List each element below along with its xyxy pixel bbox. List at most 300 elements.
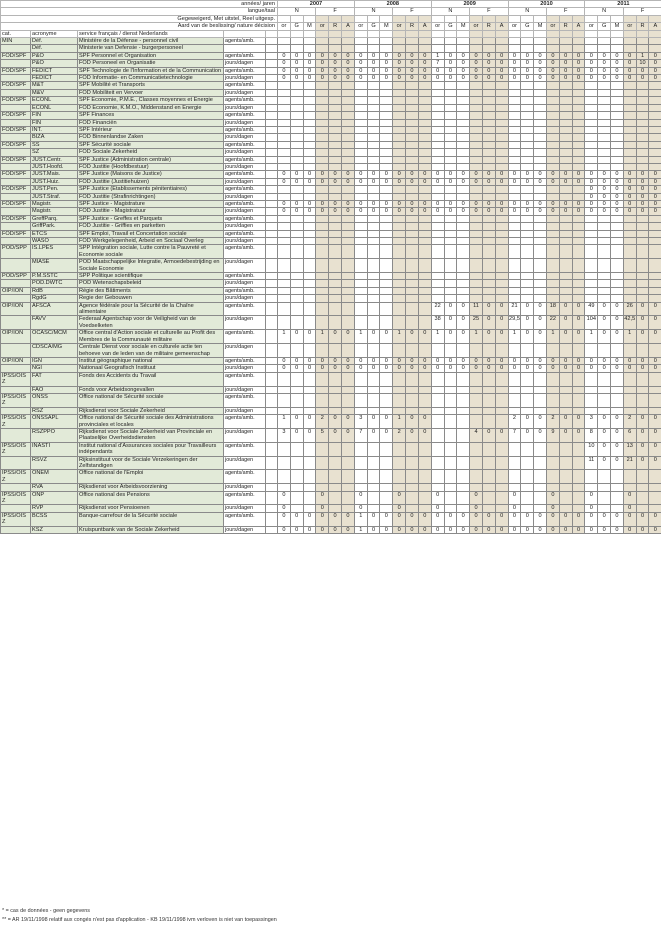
value-cell — [393, 149, 406, 156]
value-cell — [495, 230, 508, 237]
value-cell — [316, 230, 329, 237]
value-cell: 0 — [367, 365, 380, 372]
value-cell — [572, 273, 585, 280]
value-cell — [290, 245, 303, 259]
unit-cell: jours/dagen — [224, 178, 266, 185]
value-cell: 0 — [495, 512, 508, 526]
value-cell — [431, 230, 444, 237]
value-cell — [367, 280, 380, 287]
value-cell: 0 — [406, 75, 419, 82]
value-cell — [367, 393, 380, 407]
blank-cell — [418, 30, 431, 37]
value-cell: 0 — [406, 60, 419, 67]
value-cell — [521, 344, 534, 358]
value-cell: 0 — [278, 526, 291, 533]
value-cell — [278, 149, 291, 156]
value-cell — [303, 89, 316, 96]
header-row — [1, 30, 661, 37]
value-cell — [559, 344, 572, 358]
value-cell: 0 — [470, 75, 483, 82]
value-cell — [611, 245, 624, 259]
value-cell — [406, 134, 419, 141]
value-cell: 0 — [534, 60, 547, 67]
value-cell — [470, 295, 483, 302]
value-cell — [278, 163, 291, 170]
value-cell — [559, 134, 572, 141]
blank-cell — [623, 15, 636, 22]
value-cell — [367, 230, 380, 237]
service-cell: Rijksdienst voor Pensioenen — [78, 505, 224, 512]
flag-cell — [266, 393, 278, 407]
value-cell: 0 — [559, 330, 572, 344]
value-cell: 0 — [572, 357, 585, 364]
value-cell — [482, 259, 495, 273]
value-cell — [431, 126, 444, 133]
value-cell: 0 — [431, 208, 444, 215]
value-cell — [470, 372, 483, 386]
acronym-cell: FAVV — [31, 316, 78, 330]
acronym-cell: SZ — [31, 149, 78, 156]
blank-cell — [457, 30, 470, 37]
value-cell — [611, 230, 624, 237]
value-cell — [418, 238, 431, 245]
value-cell: 0 — [431, 491, 444, 505]
value-cell — [585, 156, 598, 163]
value-cell — [290, 45, 303, 52]
value-cell — [649, 238, 661, 245]
category-cell — [1, 178, 31, 185]
value-cell — [444, 156, 457, 163]
value-cell — [482, 104, 495, 111]
value-cell: 0 — [585, 357, 598, 364]
value-cell — [316, 407, 329, 414]
value-cell — [495, 470, 508, 484]
value-cell: 0 — [611, 302, 624, 316]
value-cell — [278, 393, 291, 407]
value-cell — [342, 119, 355, 126]
value-cell: 0 — [380, 365, 393, 372]
value-cell: 0 — [354, 178, 367, 185]
value-cell: 0 — [290, 60, 303, 67]
flag-cell — [266, 287, 278, 294]
value-cell: 0 — [457, 330, 470, 344]
table-row — [1, 200, 661, 207]
value-cell — [290, 456, 303, 470]
value-cell — [572, 141, 585, 148]
value-cell: 0 — [649, 52, 661, 59]
acronym-cell: GriffPark. — [31, 223, 78, 230]
unit-cell: jours/dagen — [224, 407, 266, 414]
value-cell — [521, 126, 534, 133]
unit-cell: agents/amb. — [224, 357, 266, 364]
flag-cell — [266, 67, 278, 74]
value-cell — [431, 238, 444, 245]
value-cell — [278, 230, 291, 237]
value-cell — [418, 186, 431, 193]
value-cell — [534, 505, 547, 512]
value-cell: 0 — [521, 52, 534, 59]
value-cell — [649, 38, 661, 45]
header-row — [1, 1, 661, 8]
table-row — [1, 215, 661, 222]
value-cell: 0 — [623, 75, 636, 82]
value-cell — [611, 259, 624, 273]
value-cell — [367, 273, 380, 280]
value-cell — [649, 104, 661, 111]
value-cell: 0 — [649, 365, 661, 372]
value-cell — [611, 45, 624, 52]
value-cell — [534, 259, 547, 273]
table-body — [1, 38, 661, 534]
value-cell — [457, 428, 470, 442]
blank-cell — [380, 30, 393, 37]
value-cell — [354, 273, 367, 280]
value-cell — [444, 215, 457, 222]
value-cell: 0 — [367, 512, 380, 526]
value-cell: 1 — [354, 526, 367, 533]
value-cell — [418, 223, 431, 230]
value-cell — [559, 82, 572, 89]
value-cell: 0 — [431, 171, 444, 178]
value-cell — [534, 186, 547, 193]
value-cell — [482, 344, 495, 358]
value-cell: 0 — [457, 75, 470, 82]
value-cell: 0 — [585, 505, 598, 512]
value-cell: 0 — [406, 365, 419, 372]
value-cell — [457, 386, 470, 393]
value-cell: 0 — [521, 316, 534, 330]
value-cell — [521, 193, 534, 200]
value-cell — [290, 484, 303, 491]
value-cell — [572, 442, 585, 456]
value-cell — [380, 141, 393, 148]
value-cell — [354, 393, 367, 407]
value-cell: 0 — [354, 200, 367, 207]
value-cell — [342, 82, 355, 89]
flag-cell — [266, 97, 278, 104]
value-cell: 0 — [598, 415, 611, 429]
service-cell: SPP Politique scientifique — [78, 273, 224, 280]
value-cell: 49 — [585, 302, 598, 316]
value-cell: 1 — [354, 512, 367, 526]
value-cell — [354, 126, 367, 133]
value-cell: 0 — [611, 60, 624, 67]
value-cell: 2 — [546, 415, 559, 429]
unit-cell: jours/dagen — [224, 75, 266, 82]
category-cell: FOD/SPF — [1, 141, 31, 148]
value-cell — [406, 393, 419, 407]
value-cell: 0 — [482, 52, 495, 59]
value-cell: 0 — [406, 357, 419, 364]
value-cell — [431, 280, 444, 287]
value-cell — [278, 484, 291, 491]
flag-cell — [266, 344, 278, 358]
value-cell: 0 — [303, 200, 316, 207]
value-cell — [316, 186, 329, 193]
language-header: N — [278, 8, 316, 15]
value-cell: 0 — [354, 75, 367, 82]
table-row — [1, 505, 661, 512]
value-cell — [649, 273, 661, 280]
value-cell — [303, 259, 316, 273]
value-cell — [482, 193, 495, 200]
value-cell — [585, 287, 598, 294]
blank-cell — [303, 30, 316, 37]
table-row — [1, 393, 661, 407]
value-cell: 5 — [316, 428, 329, 442]
value-cell: 0 — [598, 200, 611, 207]
value-cell — [457, 45, 470, 52]
value-cell — [508, 97, 521, 104]
value-cell — [534, 112, 547, 119]
value-cell — [457, 273, 470, 280]
value-cell: 0 — [482, 365, 495, 372]
value-cell: 0 — [329, 365, 342, 372]
value-cell — [508, 89, 521, 96]
value-cell — [546, 104, 559, 111]
value-cell — [521, 456, 534, 470]
value-cell: 1 — [393, 330, 406, 344]
value-cell — [611, 484, 624, 491]
acronym-cell: BCSS — [31, 512, 78, 526]
flag-cell — [266, 141, 278, 148]
value-cell — [431, 89, 444, 96]
value-cell — [278, 112, 291, 119]
blank-cell — [598, 15, 611, 22]
value-cell — [316, 104, 329, 111]
value-cell — [290, 491, 303, 505]
value-cell — [559, 259, 572, 273]
value-cell — [444, 45, 457, 52]
value-cell — [598, 89, 611, 96]
value-cell: 0 — [329, 67, 342, 74]
blank-cell — [278, 15, 291, 22]
value-cell — [495, 393, 508, 407]
value-cell — [431, 407, 444, 414]
service-cell: Office central d'Action sociale et culturelle au Profit des Membres de la Communauté militaire — [78, 330, 224, 344]
value-cell: 0 — [534, 357, 547, 364]
value-cell — [329, 238, 342, 245]
blank-cell — [316, 15, 329, 22]
value-cell — [495, 259, 508, 273]
value-cell — [303, 407, 316, 414]
value-cell: 0 — [482, 60, 495, 67]
value-cell — [444, 344, 457, 358]
value-cell — [559, 156, 572, 163]
value-cell — [559, 393, 572, 407]
value-cell — [303, 215, 316, 222]
value-cell: 0 — [598, 75, 611, 82]
value-cell: 0 — [380, 330, 393, 344]
value-cell: 0 — [303, 208, 316, 215]
category-cell — [1, 134, 31, 141]
value-cell — [470, 456, 483, 470]
value-cell — [611, 491, 624, 505]
value-cell — [636, 82, 649, 89]
blank-cell — [598, 30, 611, 37]
flag-cell — [266, 330, 278, 344]
value-cell: 0 — [534, 200, 547, 207]
value-cell — [482, 287, 495, 294]
service-cell: Agence fédérale pour la Sécurité de la Chaîne alimentaire — [78, 302, 224, 316]
value-cell — [418, 141, 431, 148]
service-cell: SPF Emploi, Travail et Concertation sociale — [78, 230, 224, 237]
category-cell — [1, 119, 31, 126]
value-cell: 0 — [444, 365, 457, 372]
value-cell — [380, 104, 393, 111]
value-cell — [380, 484, 393, 491]
value-cell: 0 — [534, 75, 547, 82]
value-cell — [393, 287, 406, 294]
category-cell — [1, 295, 31, 302]
value-cell — [393, 45, 406, 52]
value-cell — [649, 505, 661, 512]
value-cell — [534, 230, 547, 237]
value-cell — [316, 156, 329, 163]
value-cell — [342, 38, 355, 45]
value-cell — [329, 215, 342, 222]
value-cell: 0 — [406, 526, 419, 533]
value-cell — [367, 215, 380, 222]
blank-cell — [649, 15, 661, 22]
value-cell — [431, 386, 444, 393]
value-cell: 11 — [585, 456, 598, 470]
value-cell: 0 — [406, 178, 419, 185]
value-cell: 0 — [470, 526, 483, 533]
value-cell — [572, 193, 585, 200]
value-cell: 6 — [623, 428, 636, 442]
unit-cell: agents/amb. — [224, 186, 266, 193]
value-cell: 0 — [406, 330, 419, 344]
code-header: R — [482, 23, 495, 30]
value-cell — [598, 470, 611, 484]
value-cell — [598, 344, 611, 358]
value-cell: 0 — [495, 178, 508, 185]
value-cell — [342, 505, 355, 512]
value-cell: 0 — [572, 526, 585, 533]
value-cell — [393, 141, 406, 148]
category-cell: FOD/SPF — [1, 215, 31, 222]
value-cell — [354, 97, 367, 104]
value-cell — [495, 38, 508, 45]
value-cell — [278, 141, 291, 148]
value-cell — [342, 273, 355, 280]
value-cell — [393, 372, 406, 386]
flag-cell — [266, 171, 278, 178]
value-cell: 0 — [623, 512, 636, 526]
value-cell — [367, 238, 380, 245]
value-cell — [380, 193, 393, 200]
value-cell: 0 — [623, 67, 636, 74]
value-cell — [367, 386, 380, 393]
value-cell — [406, 163, 419, 170]
unit-cell: agents/amb. — [224, 52, 266, 59]
table-row — [1, 484, 661, 491]
acronym-cell: RSZPPO — [31, 428, 78, 442]
value-cell — [546, 273, 559, 280]
year-header: 2010 — [508, 1, 585, 8]
value-cell — [585, 45, 598, 52]
value-cell — [495, 484, 508, 491]
value-cell: 0 — [623, 357, 636, 364]
value-cell — [393, 245, 406, 259]
value-cell: 0 — [367, 415, 380, 429]
value-cell: 0 — [585, 208, 598, 215]
value-cell — [585, 238, 598, 245]
category-cell — [1, 89, 31, 96]
value-cell: 0 — [508, 505, 521, 512]
value-cell — [636, 156, 649, 163]
value-cell — [342, 193, 355, 200]
value-cell — [278, 156, 291, 163]
value-cell: 0 — [611, 365, 624, 372]
value-cell — [495, 372, 508, 386]
value-cell — [329, 470, 342, 484]
value-cell: 0 — [329, 208, 342, 215]
value-cell: 0 — [521, 365, 534, 372]
category-cell — [1, 104, 31, 111]
value-cell — [521, 372, 534, 386]
value-cell: 0 — [380, 171, 393, 178]
value-cell: 0 — [278, 52, 291, 59]
value-cell — [495, 273, 508, 280]
value-cell — [572, 215, 585, 222]
value-cell — [290, 89, 303, 96]
value-cell: 0 — [367, 75, 380, 82]
value-cell — [611, 273, 624, 280]
value-cell — [521, 259, 534, 273]
value-cell: 0 — [495, 67, 508, 74]
value-cell — [623, 119, 636, 126]
value-cell: 0 — [431, 365, 444, 372]
unit-cell: agents/amb. — [224, 38, 266, 45]
unit-cell: agents/amb. — [224, 82, 266, 89]
value-cell — [367, 119, 380, 126]
value-cell — [342, 245, 355, 259]
value-cell: 0 — [457, 171, 470, 178]
footnotes — [2, 907, 277, 925]
unit-cell: jours/dagen — [224, 365, 266, 372]
value-cell: 0 — [470, 357, 483, 364]
value-cell: 1 — [393, 415, 406, 429]
table-row — [1, 163, 661, 170]
value-cell — [508, 38, 521, 45]
blank-cell — [559, 30, 572, 37]
value-cell — [649, 245, 661, 259]
value-cell: 0 — [495, 171, 508, 178]
value-cell: 0 — [521, 428, 534, 442]
value-cell — [534, 280, 547, 287]
value-cell: 0 — [546, 200, 559, 207]
value-cell — [418, 89, 431, 96]
value-cell: 0 — [418, 357, 431, 364]
value-cell — [354, 163, 367, 170]
table-row — [1, 141, 661, 148]
value-cell — [278, 470, 291, 484]
column-header: cat. — [1, 30, 31, 37]
service-cell: SPP Intégration sociale, Lutte contre la Pauvreté et Economie sociale — [78, 245, 224, 259]
value-cell: 0 — [457, 200, 470, 207]
value-cell — [290, 112, 303, 119]
value-cell — [380, 134, 393, 141]
value-cell — [342, 141, 355, 148]
value-cell — [418, 38, 431, 45]
value-cell: 0 — [598, 428, 611, 442]
value-cell: 0 — [329, 200, 342, 207]
acronym-cell: ONP — [31, 491, 78, 505]
value-cell — [431, 215, 444, 222]
value-cell — [329, 38, 342, 45]
